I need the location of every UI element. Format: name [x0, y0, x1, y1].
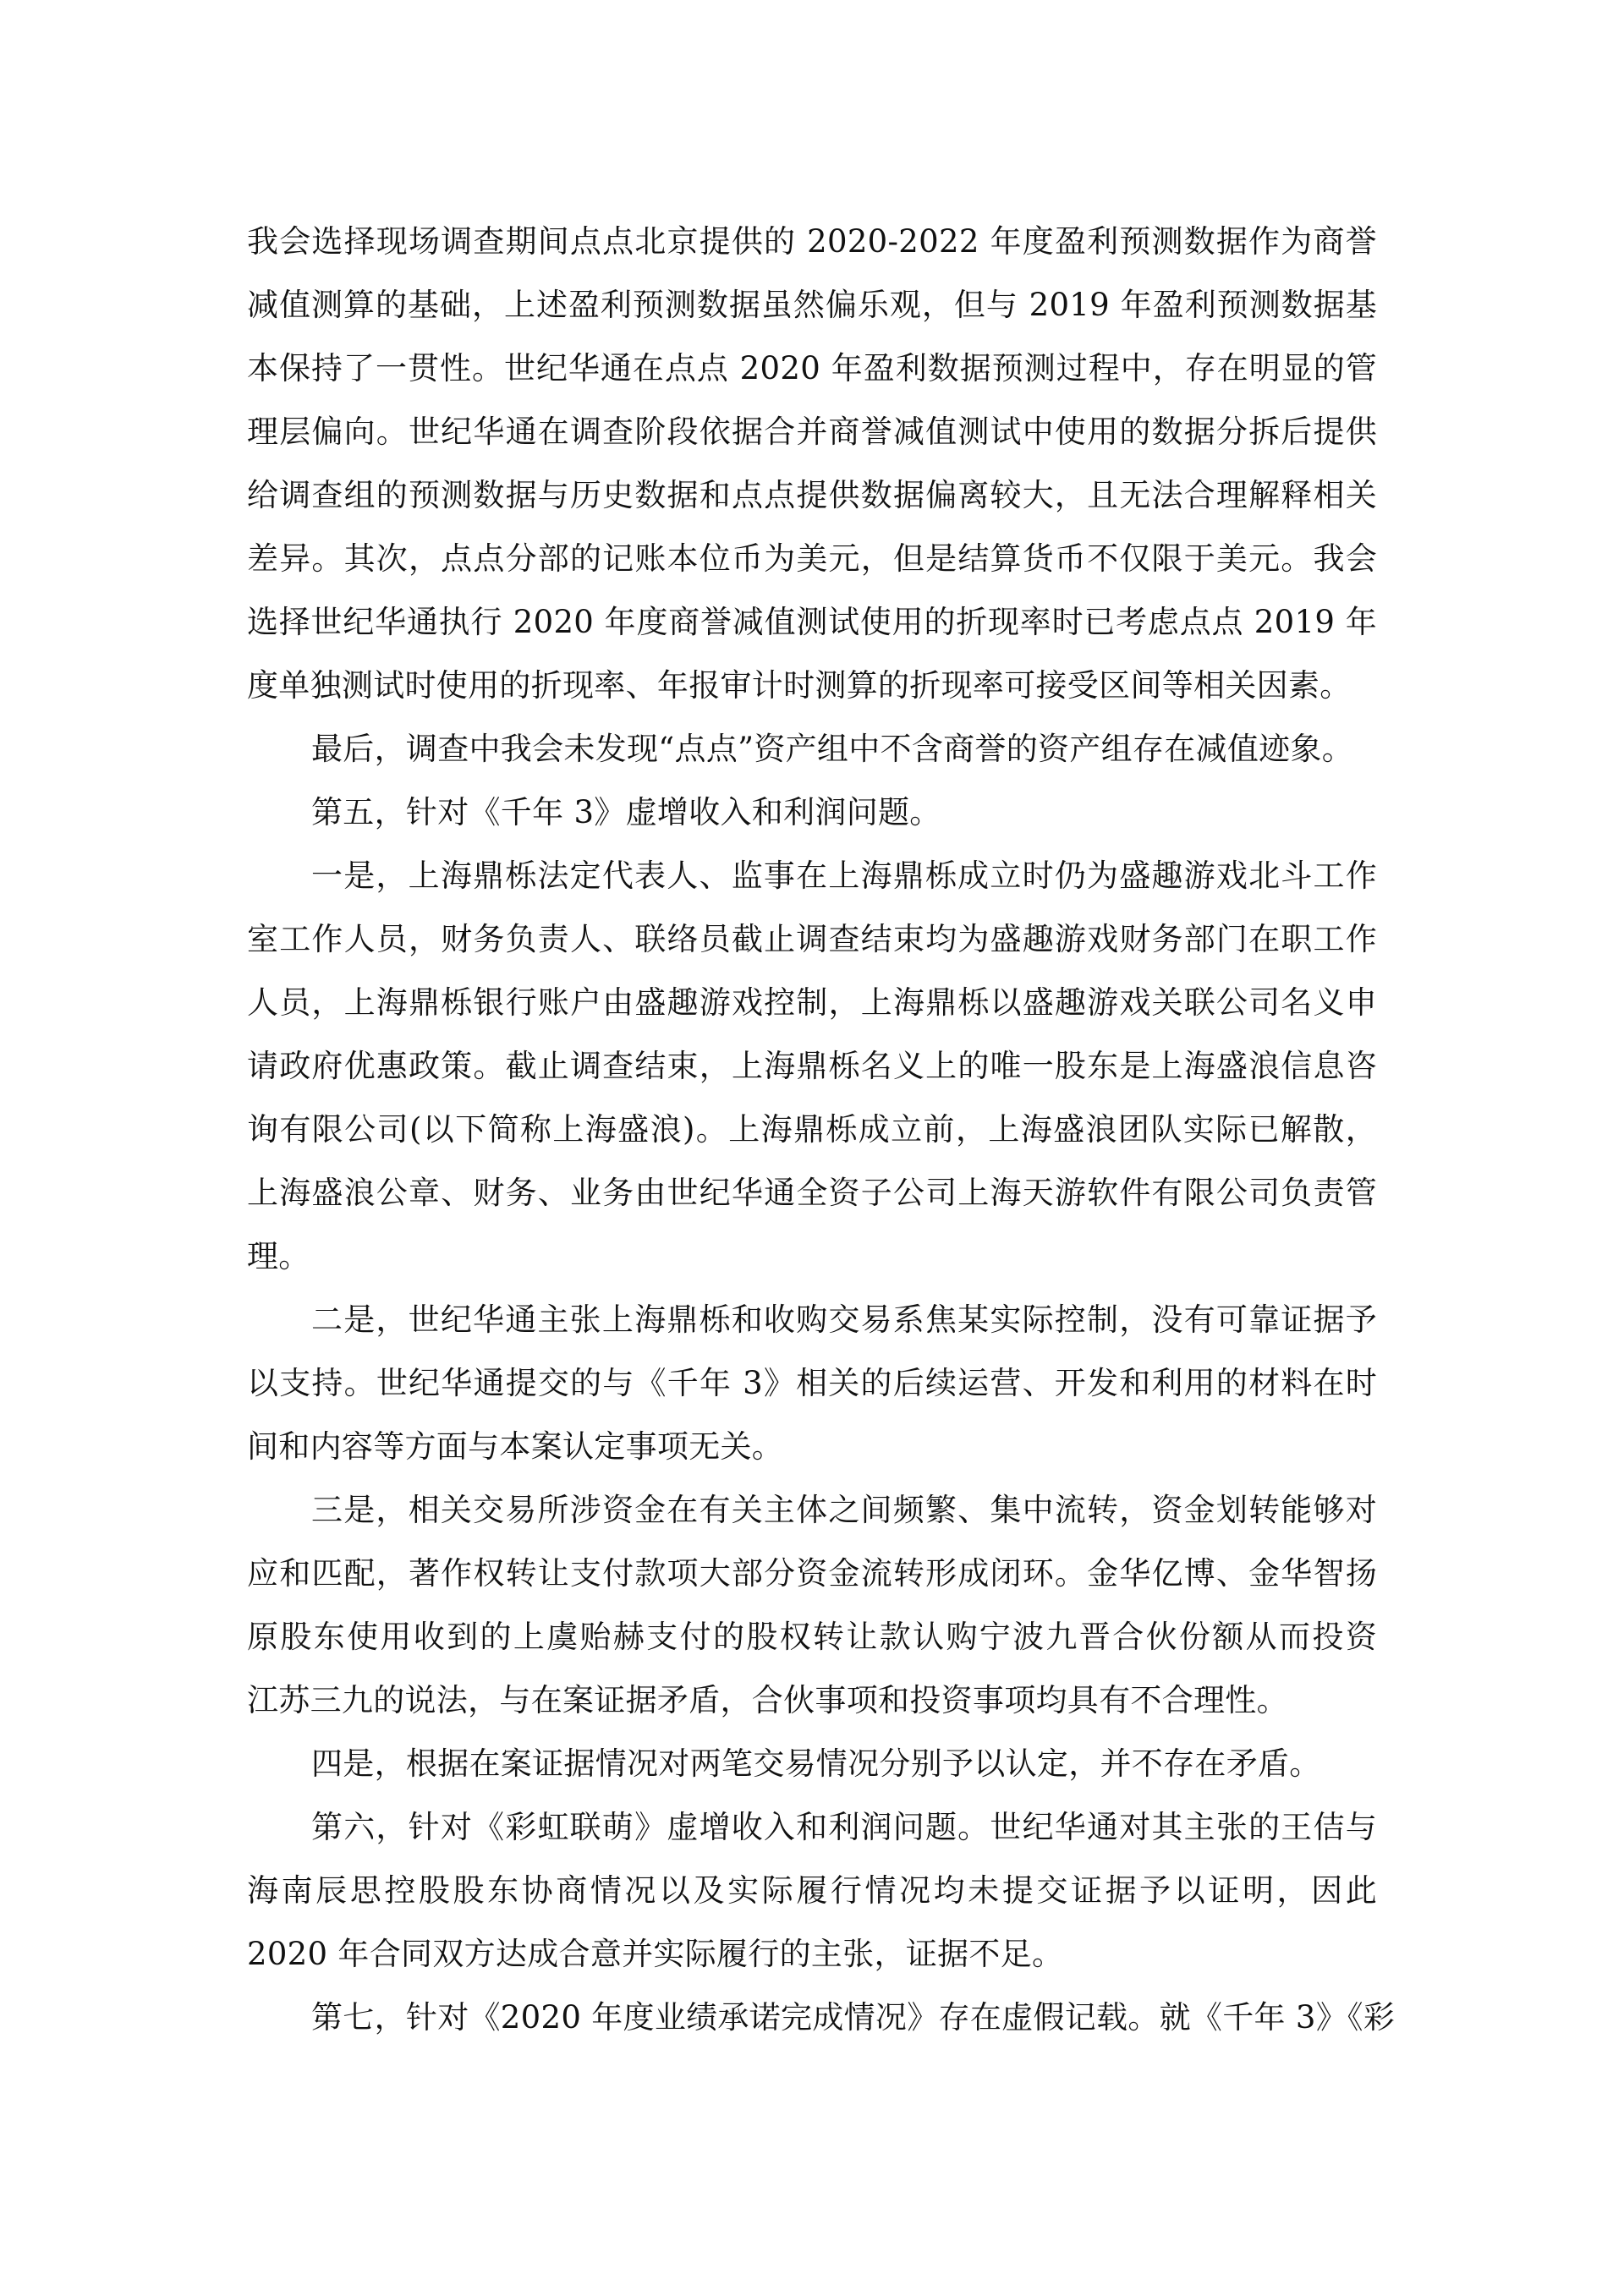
document-body — [247, 210, 1396, 2049]
paragraph-point-one — [247, 844, 1377, 1288]
paragraph-fifth-heading — [247, 781, 1377, 844]
text-line: 第七，针对《2020 年度业绩承诺完成情况》存在虚假记载。就《千年 3》《彩 — [311, 1999, 1396, 2036]
paragraph-finally — [247, 717, 1377, 781]
text-line: 最后，调查中我会未发现“点点”资产组中不含商誉的资产组存在减值迹象。 — [311, 731, 1354, 767]
text-line: 给调查组的预测数据与历史数据和点点提供数据偏离较大，且无法合理解释相关 — [247, 477, 1377, 513]
text-line: 2020 年合同双方达成合意并实际履行的主张，证据不足。 — [247, 1936, 1064, 1972]
paragraph-goodwill-forecast — [247, 210, 1377, 717]
text-line: 减值测算的基础，上述盈利预测数据虽然偏乐观，但与 2019 年盈利预测数据基 — [247, 287, 1377, 323]
paragraph-point-two — [247, 1288, 1377, 1478]
text-line: 本保持了一贯性。世纪华通在点点 2020 年盈利数据预测过程中，存在明显的管 — [247, 350, 1377, 386]
text-line: 请政府优惠政策。截止调查结束，上海鼎栎名义上的唯一股东是上海盛浪信息咨 — [247, 1048, 1377, 1084]
text-line: 四是，根据在案证据情况对两笔交易情况分别予以认定，并不存在矛盾。 — [311, 1745, 1321, 1782]
text-line: 室工作人员，财务负责人、联络员截止调查结束均为盛趣游戏财务部门在职工作 — [247, 921, 1377, 957]
text-line: 人员，上海鼎栎银行账户由盛趣游戏控制，上海鼎栎以盛趣游戏关联公司名义申 — [247, 984, 1377, 1021]
text-line: 度单独测试时使用的折现率、年报审计时测算的折现率可接受区间等相关因素。 — [247, 667, 1352, 704]
text-line: 三是，相关交易所涉资金在有关主体之间频繁、集中流转，资金划转能够对 — [311, 1492, 1377, 1528]
text-line: 询有限公司(以下简称上海盛浪)。上海鼎栎成立前，上海盛浪团队实际已解散， — [247, 1111, 1377, 1148]
text-line: 上海盛浪公章、财务、业务由世纪华通全资子公司上海天游软件有限公司负责管 — [247, 1175, 1377, 1211]
text-line: 第六，针对《彩虹联萌》虚增收入和利润问题。世纪华通对其主张的王佶与 — [311, 1809, 1377, 1845]
text-line: 间和内容等方面与本案认定事项无关。 — [247, 1428, 784, 1465]
text-line: 差异。其次，点点分部的记账本位币为美元，但是结算货币不仅限于美元。我会 — [247, 540, 1377, 577]
text-line: 一是，上海鼎栎法定代表人、监事在上海鼎栎成立时仍为盛趣游戏北斗工作 — [311, 858, 1377, 894]
text-line: 我会选择现场调查期间点点北京提供的 2020-2022 年度盈利预测数据作为商誉 — [247, 223, 1377, 260]
text-line: 以支持。世纪华通提交的与《千年 3》相关的后续运营、开发和利用的材料在时 — [247, 1365, 1377, 1401]
text-line: 理。 — [247, 1238, 310, 1274]
text-line: 理层偏向。世纪华通在调查阶段依据合并商誉减值测试中使用的数据分拆后提供 — [247, 414, 1377, 450]
paragraph-point-four — [247, 1732, 1377, 1795]
text-line: 二是，世纪华通主张上海鼎栎和收购交易系焦某实际控制，没有可靠证据予 — [311, 1301, 1377, 1338]
text-line: 第五，针对《千年 3》虚增收入和利润问题。 — [311, 794, 941, 830]
text-line: 江苏三九的说法，与在案证据矛盾，合伙事项和投资事项均具有不合理性。 — [247, 1682, 1288, 1718]
text-line: 原股东使用收到的上虞贻赫支付的股权转让款认购宁波九晋合伙份额从而投资 — [247, 1619, 1377, 1655]
text-line: 海南辰思控股股东协商情况以及实际履行情况均未提交证据予以证明，因此 — [247, 1872, 1377, 1909]
text-line: 选择世纪华通执行 2020 年度商誉减值测试使用的折现率时已考虑点点 2019 年 — [247, 604, 1377, 640]
paragraph-point-three — [247, 1478, 1377, 1732]
paragraph-seventh — [247, 1986, 1396, 2049]
text-line: 应和匹配，著作权转让支付款项大部分资金流转形成闭环。金华亿博、金华智扬 — [247, 1555, 1377, 1592]
paragraph-sixth — [247, 1795, 1377, 1986]
